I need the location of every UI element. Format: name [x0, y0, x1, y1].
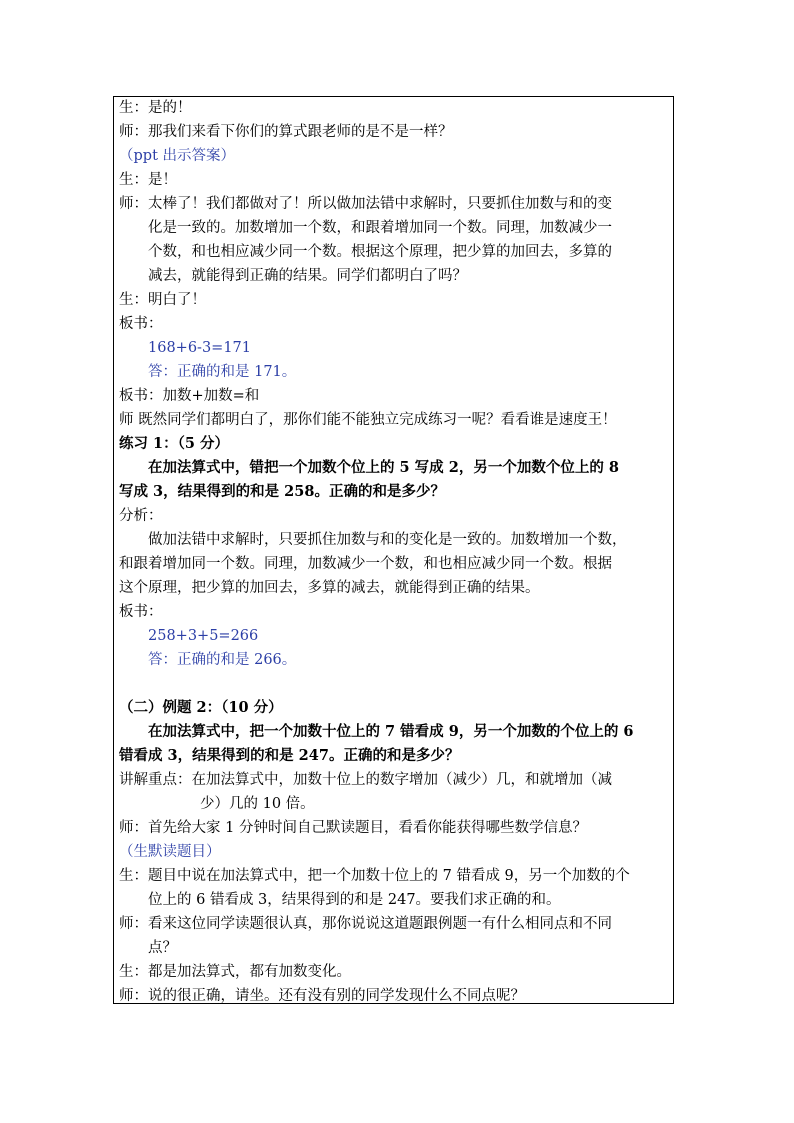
text-line: 师：说的很正确，请坐。还有没有别的同学发现什么不同点呢？ — [119, 988, 525, 1004]
text-line: 练习 1：（5 分） — [119, 435, 230, 452]
text-line: 化是一致的。加数增加一个数，和跟着增加同一个数。同理，加数减少一 — [148, 220, 612, 236]
text-line: （生默读题目） — [119, 844, 221, 860]
text-line: 位上的 6 错看成 3，结果得到的和是 247。要我们求正确的和。 — [148, 892, 561, 908]
text-line: 师 既然同学们都明白了，那你们能不能独立完成练习一呢？看看谁是速度王！ — [119, 412, 617, 428]
text-line: 生：是！ — [119, 172, 177, 188]
text-line: 板书：加数+加数=和 — [119, 388, 260, 404]
text-line: 答：正确的和是 266。 — [148, 652, 297, 668]
text-line: 在加法算式中，把一个加数十位上的 7 错看成 9，另一个加数的个位上的 6 — [148, 723, 634, 740]
text-line: 错看成 3，结果得到的和是 247。正确的和是多少？ — [119, 747, 460, 764]
text-line: 分析： — [119, 508, 163, 524]
text-line: 减去，就能得到正确的结果。同学们都明白了吗？ — [148, 268, 467, 284]
text-line: 点？ — [148, 940, 177, 956]
text-line: 个数，和也相应减少同一个数。根据这个原理，把少算的加回去，多算的 — [148, 244, 612, 260]
text-line: 生：明白了！ — [119, 292, 206, 308]
lesson-text-body — [119, 96, 671, 1008]
text-line: 在加法算式中，错把一个加数个位上的 5 写成 2，另一个加数个位上的 8 — [148, 459, 619, 476]
text-line: （二）例题 2：（10 分） — [119, 699, 283, 716]
text-line: 师：首先给大家 1 分钟时间自己默读题目，看看你能获得哪些数学信息？ — [119, 820, 587, 836]
text-line: 师：那我们来看下你们的算式跟老师的是不是一样？ — [119, 124, 453, 140]
text-line: 生：都是加法算式，都有加数变化。 — [119, 964, 351, 980]
text-line: 师：太棒了！我们都做对了！所以做加法错中求解时，只要抓住加数与和的变 — [119, 196, 612, 212]
text-line: 生：是的！ — [119, 100, 192, 116]
text-line: 板书： — [119, 604, 163, 620]
text-line: 生：题目中说在加法算式中，把一个加数十位上的 7 错看成 9，另一个加数的个 — [119, 868, 630, 884]
text-line: 和跟着增加同一个数。同理，加数减少一个数，和也相应减少同一个数。根据 — [119, 556, 612, 572]
text-line: 做加法错中求解时，只要抓住加数与和的变化是一致的。加数增加一个数， — [148, 532, 627, 548]
text-line: （ppt 出示答案） — [119, 148, 235, 164]
text-line: 写成 3，结果得到的和是 258。正确的和是多少？ — [119, 483, 445, 500]
text-line: 答：正确的和是 171。 — [148, 364, 297, 380]
text-line: 168+6-3=171 — [148, 340, 252, 356]
blank-line — [119, 672, 671, 696]
text-line: 讲解重点：在加法算式中，加数十位上的数字增加（减少）几，和就增加（减 — [119, 772, 612, 788]
text-line: 少）几的 10 倍。 — [200, 796, 315, 812]
text-line: 258+3+5=266 — [148, 628, 259, 644]
text-line: 这个原理，把少算的加回去，多算的减去，就能得到正确的结果。 — [119, 580, 540, 596]
text-line: 板书： — [119, 316, 163, 332]
text-line: 师：看来这位同学读题很认真，那你说说这道题跟例题一有什么相同点和不同 — [119, 916, 612, 932]
